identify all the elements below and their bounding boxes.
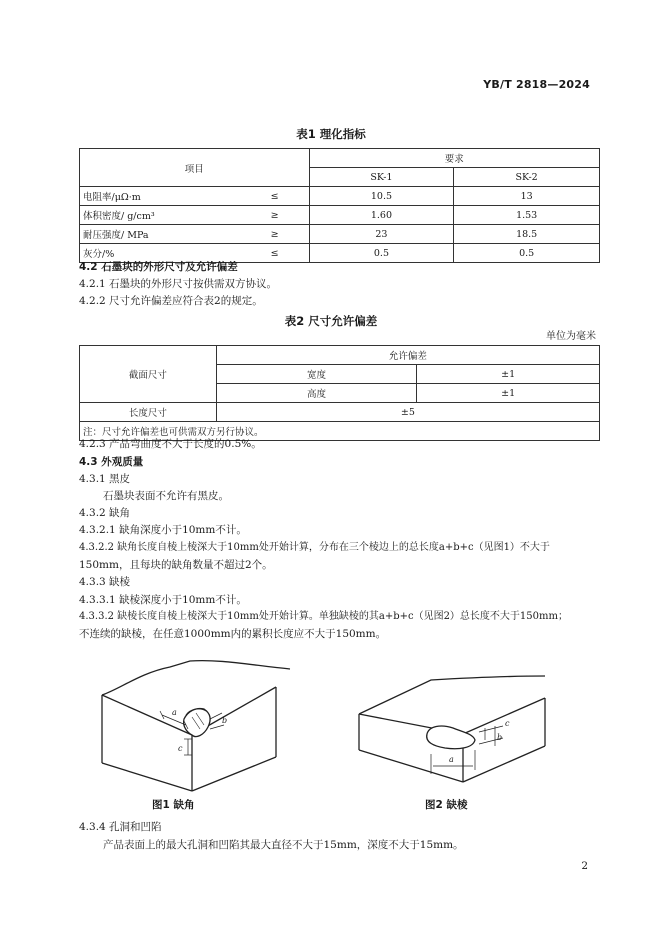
document-code: YB/T 2818—2024 bbox=[483, 78, 590, 91]
table2-note: 注：尺寸允许偏差也可供需双方另行协议。 bbox=[80, 422, 600, 441]
figure-1-label-b: b bbox=[222, 716, 228, 725]
figure-1-label-a: a bbox=[172, 708, 177, 717]
paragraph-4-3-3: 4.3.3 缺棱 bbox=[79, 576, 131, 588]
table-row bbox=[80, 225, 600, 244]
paragraph-4-3-2-1: 4.3.2.1 缺角深度小于10mm不计。 bbox=[79, 524, 247, 536]
table1-cell: 18.5 bbox=[454, 225, 600, 244]
table1-header-req: 要求 bbox=[309, 149, 599, 168]
table2-caption: 表2 尺寸允许偏差 bbox=[284, 314, 378, 328]
paragraph-4-3-2-2-cont: 150mm，且每块的缺角数量不超过2个。 bbox=[79, 559, 273, 571]
table1-cell: 23 bbox=[309, 225, 454, 244]
table1-cell: ≤ bbox=[209, 187, 309, 206]
table2-length-label: 长度尺寸 bbox=[80, 403, 217, 422]
table1-cell: 1.60 bbox=[309, 206, 454, 225]
table1-header-item: 项目 bbox=[80, 149, 310, 187]
paragraph-4-3-3-2: 4.3.3.2 缺棱长度自棱上棱深大于10mm处开始计算。单独缺棱的其a+b+c（见图2）总长度不大于150mm； bbox=[79, 611, 568, 622]
table1-subheader: SK-2 bbox=[454, 168, 600, 187]
section-4-3-heading: 4.3 外观质量 bbox=[79, 456, 144, 468]
table1-cell: 13 bbox=[454, 187, 600, 206]
table2-height-label: 高度 bbox=[216, 384, 417, 403]
table1-caption: 表1 理化指标 bbox=[296, 127, 366, 141]
paragraph-4-2-2: 4.2.2 尺寸允许偏差应符合表2的规定。 bbox=[79, 295, 263, 307]
figure-2-label-a: a bbox=[449, 755, 454, 764]
paragraph-4-3-3-1: 4.3.3.1 缺棱深度小于10mm不计。 bbox=[79, 594, 247, 606]
figure-1-block bbox=[102, 661, 290, 791]
paragraph-4-3-1-body: 石墨块表面不允许有黑皮。 bbox=[103, 490, 229, 502]
table1-subheader: SK-1 bbox=[309, 168, 454, 187]
table2-width-value: ±1 bbox=[417, 365, 600, 384]
table-row bbox=[80, 187, 600, 206]
table1-cell: 10.5 bbox=[309, 187, 454, 206]
paragraph-4-3-2-2: 4.3.2.2 缺角长度自棱上棱深大于10mm处开始计算，分布在三个棱边上的总长度a+b+c（见图1）不大于 bbox=[79, 542, 550, 553]
paragraph-4-3-3-2-cont: 不连续的缺棱，在任意1000mm内的累积长度应不大于150mm。 bbox=[79, 628, 387, 640]
table1-cell: 0.5 bbox=[309, 244, 454, 263]
table2-length-value: ±5 bbox=[216, 403, 599, 422]
table1-cell: 体积密度/ g/cm³ bbox=[80, 206, 210, 225]
table1-cell: ≤ bbox=[209, 244, 309, 263]
paragraph-4-2-1: 4.2.1 石墨块的外形尺寸按供需双方协议。 bbox=[79, 278, 278, 290]
paragraph-4-3-4-body: 产品表面上的最大孔洞和凹陷其最大直径不大于15mm，深度不大于15mm。 bbox=[103, 839, 464, 851]
table1-cell: 0.5 bbox=[454, 244, 600, 263]
table2-unit: 单位为毫米 bbox=[546, 331, 596, 342]
figure-2-label-c: c bbox=[505, 719, 510, 728]
figure-1-label-c: c bbox=[178, 744, 183, 753]
table2-width-label: 宽度 bbox=[216, 365, 417, 384]
figure-2-edge-defect bbox=[345, 670, 555, 788]
paragraph-4-3-1: 4.3.1 黑皮 bbox=[79, 473, 131, 485]
table1 bbox=[79, 148, 600, 263]
paragraph-4-2-3: 4.2.3 产品弯曲度不大于长度的0.5%。 bbox=[79, 438, 262, 450]
table2 bbox=[79, 345, 600, 441]
table1-cell: ≥ bbox=[209, 206, 309, 225]
table1-cell: 耐压强度/ MPa bbox=[80, 225, 210, 244]
table1-cell: ≥ bbox=[209, 225, 309, 244]
table1-cell: 电阻率/μΩ·m bbox=[80, 187, 210, 206]
table2-allow-dev: 允许偏差 bbox=[216, 346, 599, 365]
paragraph-4-3-2: 4.3.2 缺角 bbox=[79, 507, 131, 519]
figure-1-caption: 图1 缺角 bbox=[152, 799, 195, 811]
figure-1-corner-defect bbox=[100, 655, 300, 795]
section-4-2-heading: 4.2 石墨块的外形尺寸及允许偏差 bbox=[79, 261, 238, 273]
table1-cell: 1.53 bbox=[454, 206, 600, 225]
table2-height-value: ±1 bbox=[417, 384, 600, 403]
table-row bbox=[80, 206, 600, 225]
figure-2-label-b: b bbox=[497, 733, 503, 742]
page-number: 2 bbox=[581, 860, 588, 872]
paragraph-4-3-4: 4.3.4 孔洞和凹陷 bbox=[79, 821, 162, 833]
table2-section-size: 截面尺寸 bbox=[80, 346, 217, 403]
table1-cell: 灰分/% bbox=[80, 244, 210, 263]
figure-2-caption: 图2 缺棱 bbox=[425, 799, 468, 811]
